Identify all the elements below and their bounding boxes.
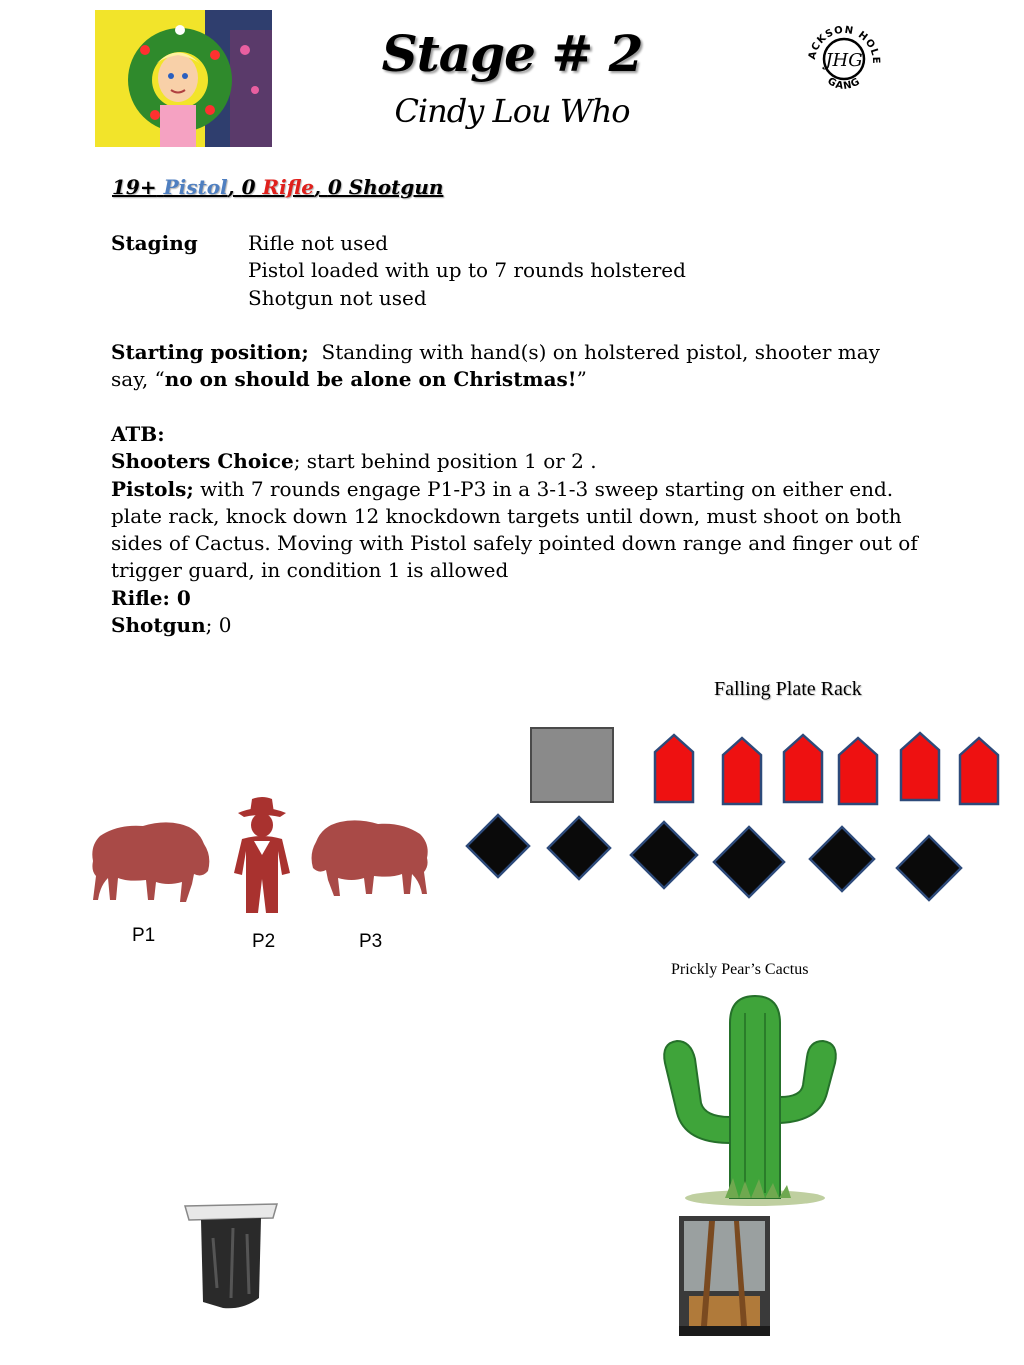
- plate-rack-label: Falling Plate Rack: [714, 678, 862, 700]
- knockdown-target: [723, 738, 761, 804]
- diamond-plate: [631, 822, 697, 888]
- starting-say-prefix: say, “: [111, 367, 165, 392]
- diamond-plates: [462, 812, 967, 907]
- shotgun-label: Shotgun: [111, 613, 206, 638]
- cactus-prop: [655, 993, 855, 1211]
- stage-subtitle: Cindy Lou Who: [394, 92, 630, 130]
- rifle-instruction: Rifle: 0: [111, 585, 191, 610]
- starting-phrase: no on should be alone on Christmas!: [164, 367, 577, 392]
- staging-line-pistol: Pistol loaded with up to 7 rounds holstered: [248, 258, 686, 282]
- knockdown-targets: [650, 730, 1005, 810]
- starting-say-suffix: ”: [576, 367, 587, 392]
- summary-separator: ,: [227, 175, 242, 199]
- position-label-p1: P1: [132, 925, 156, 946]
- jackson-hole-gang-logo: [803, 18, 885, 100]
- position-label-p3: P3: [359, 931, 383, 952]
- staging-line-shotgun: Shotgun not used: [248, 286, 427, 310]
- knockdown-target: [655, 735, 693, 802]
- pistol-count: 19+: [112, 175, 157, 199]
- rifle-label: Rifle: [262, 175, 314, 199]
- diamond-plate: [467, 815, 529, 877]
- diamond-plate: [714, 827, 784, 897]
- logo-monogram: JHG: [825, 50, 863, 71]
- starting-label: Starting position;: [111, 340, 309, 364]
- staging-line-rifle: Rifle not used: [248, 231, 389, 255]
- cactus-label: Prickly Pear’s Cactus: [671, 961, 809, 978]
- logo-top-text: ACKSON HOLE: [806, 24, 882, 65]
- gun-rack-photo: [679, 1216, 770, 1336]
- pistols-line-2: plate rack, knock down 12 knockdown targets until down, must shoot on both: [111, 503, 902, 528]
- staging-label: Staging: [111, 231, 198, 255]
- summary-separator: ,: [313, 175, 328, 199]
- buffalo-target-p1: [88, 816, 213, 906]
- atb-block: [111, 421, 931, 639]
- shotgun-text: ; 0: [205, 613, 232, 638]
- buffalo-target-p3: [310, 816, 432, 898]
- stage-title: Stage # 2: [381, 24, 643, 83]
- knockdown-target: [960, 738, 998, 804]
- shooters-choice-text: ; start behind position 1 or 2 .: [293, 449, 597, 474]
- shotgun-summary: 0 Shotgun: [327, 175, 444, 199]
- diamond-plate: [548, 817, 610, 879]
- shooters-choice-label: Shooters Choice: [111, 449, 294, 474]
- cowboy-target-p2: [224, 795, 300, 915]
- pistols-line-4: trigger guard, in condition 1 is allowed: [111, 558, 509, 583]
- starting-text: Standing with hand(s) on holstered pistol, shooter may: [321, 340, 880, 364]
- diamond-plate: [897, 836, 961, 900]
- round-count-summary: [112, 175, 443, 199]
- position-label-p2: P2: [252, 931, 276, 952]
- pistol-label: Pistol: [163, 175, 228, 199]
- pistols-line-1: with 7 rounds engage P1-P3 in a 3-1-3 sweep starting on either end.: [193, 476, 894, 501]
- knockdown-target: [784, 735, 822, 802]
- logo-bottom-text: GANG: [825, 75, 863, 93]
- starting-position: [111, 339, 911, 394]
- gray-square-target: [530, 727, 614, 803]
- atb-label: ATB:: [111, 422, 165, 446]
- barrel-table-prop: [183, 1198, 281, 1313]
- rifle-count: 0: [241, 175, 256, 199]
- pistols-label: Pistols;: [111, 476, 194, 501]
- knockdown-target: [839, 738, 877, 804]
- knockdown-target: [901, 733, 939, 800]
- pistols-line-3: sides of Cactus. Moving with Pistol safely pointed down range and finger out of: [111, 531, 918, 556]
- diamond-plate: [810, 827, 874, 891]
